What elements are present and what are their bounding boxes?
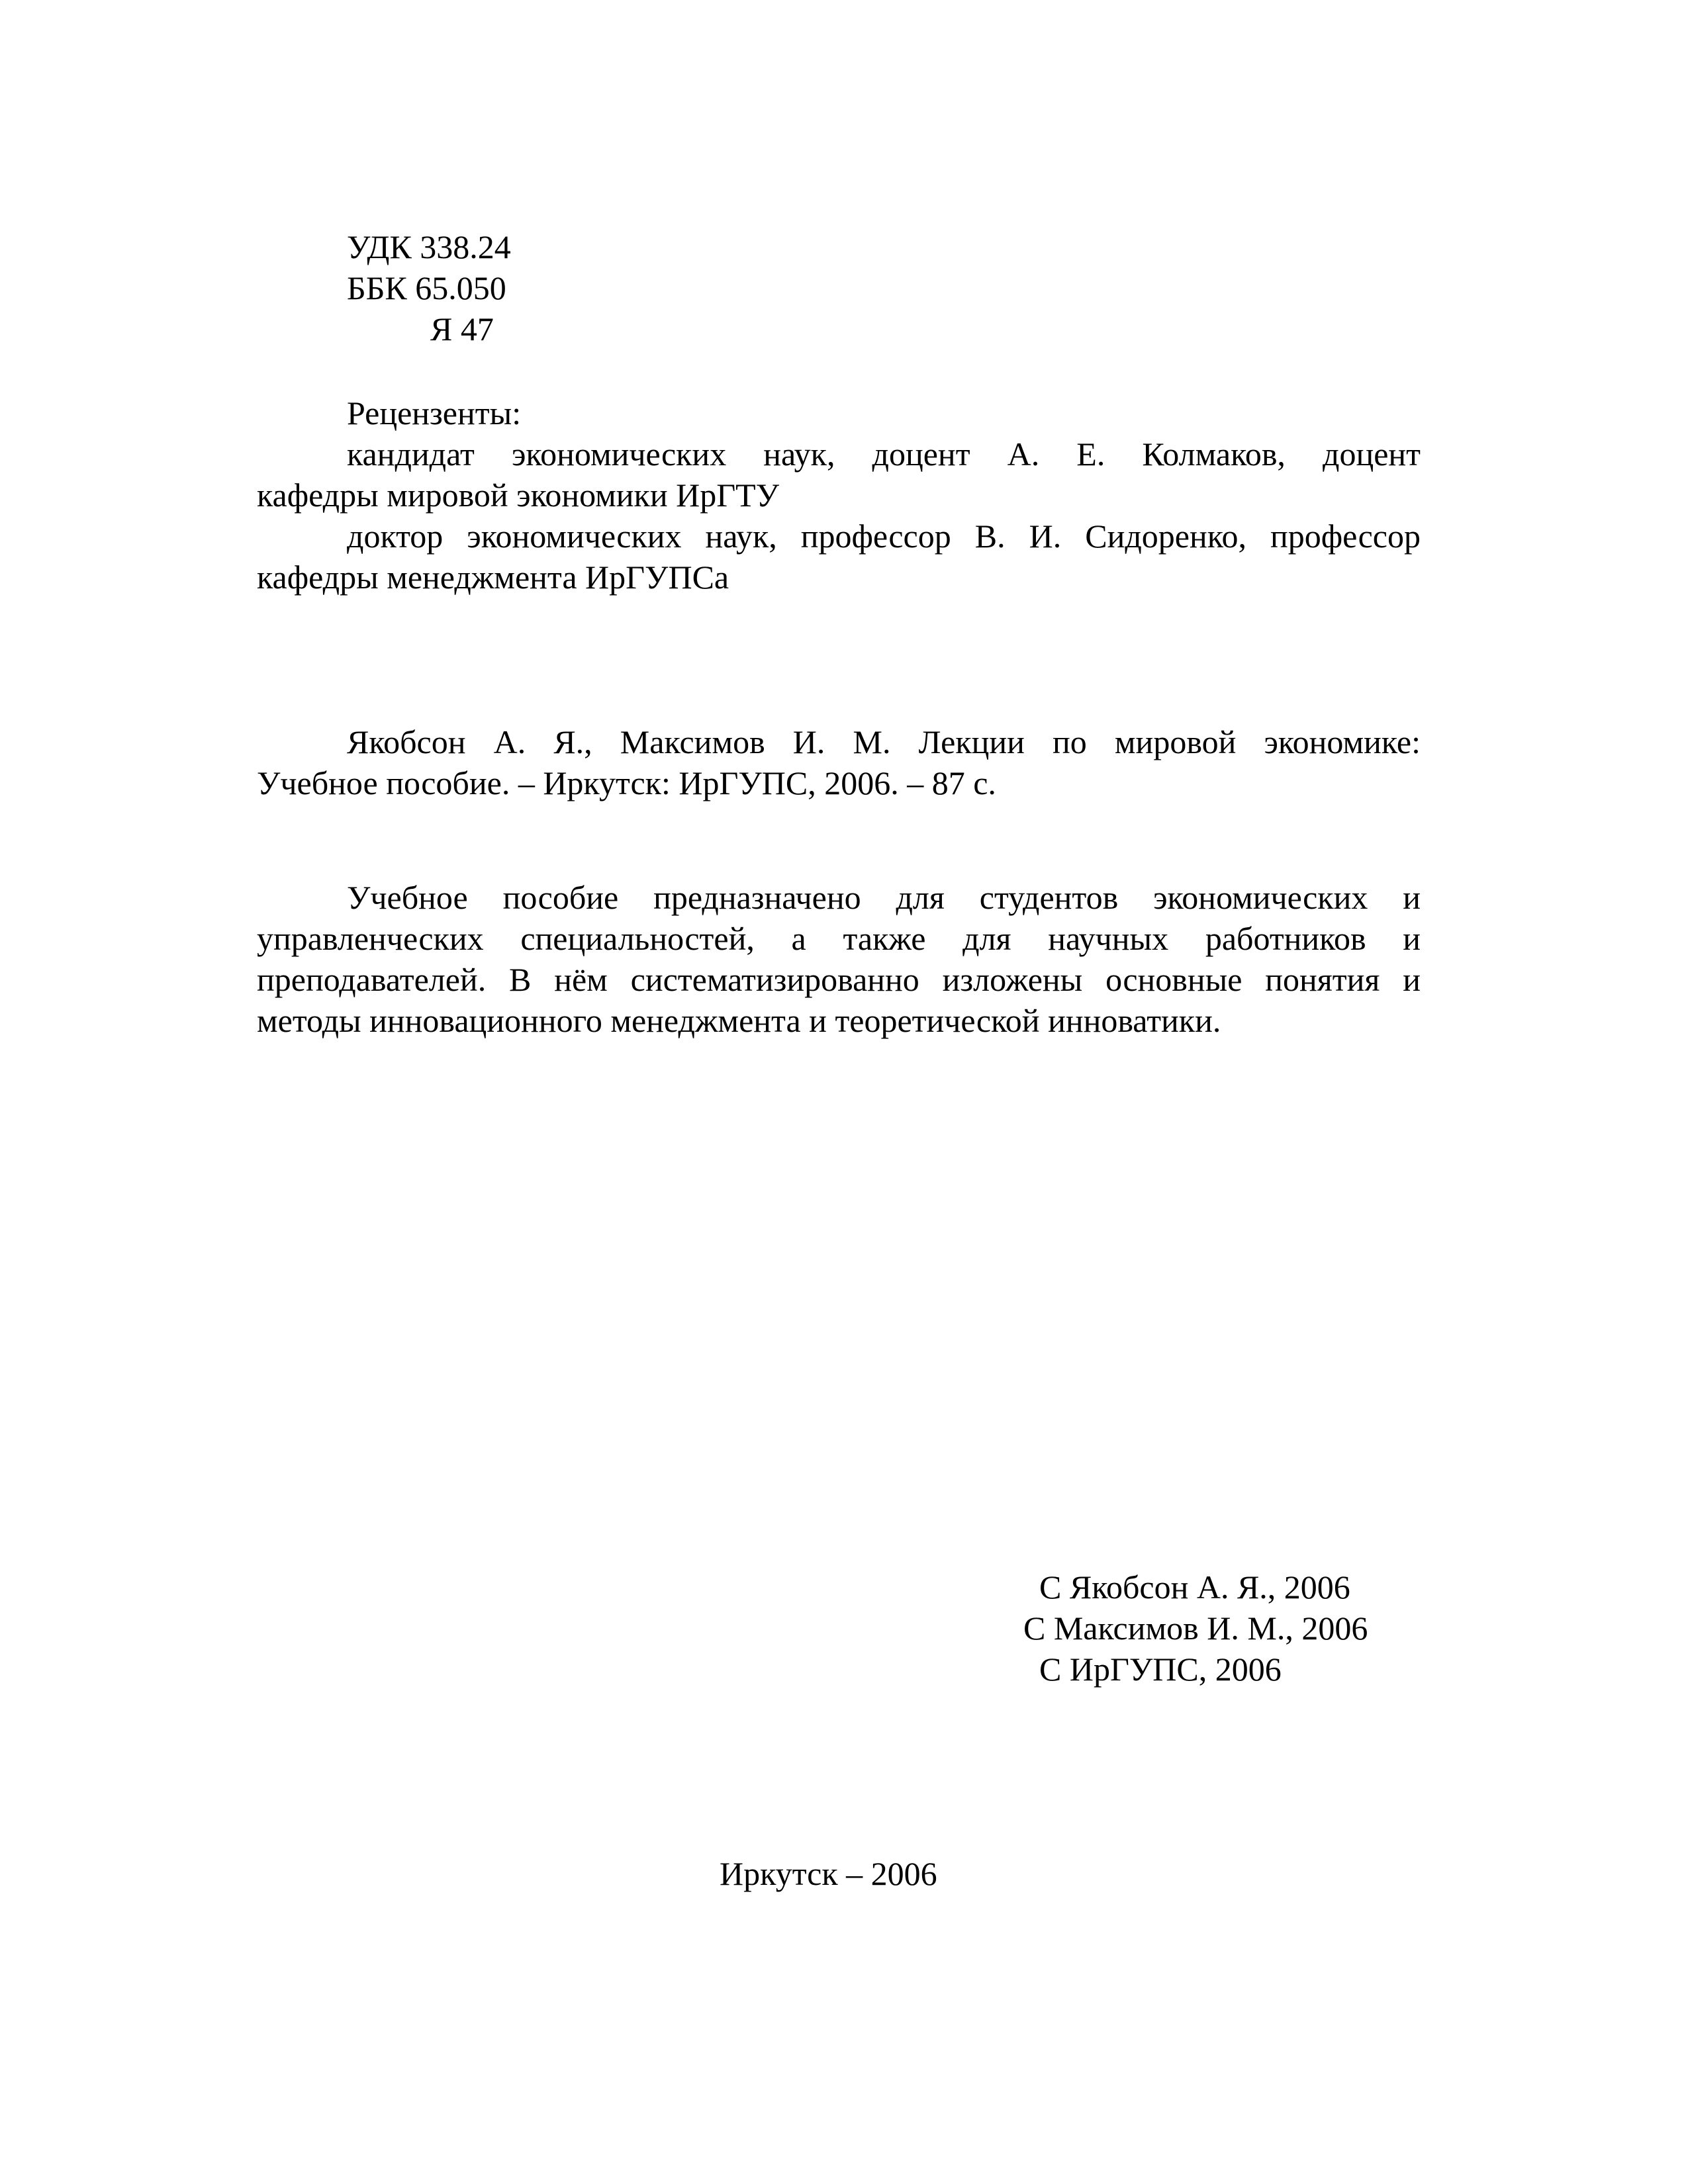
copyright-line-1: С Якобсон А. Я., 2006 <box>1039 1569 1350 1606</box>
reviewer-2-line-2: кафедры менеджмента ИрГУПСа <box>257 559 729 596</box>
annotation-line-2: управленческих специальностей, а также для научных работников и <box>257 920 1421 957</box>
reviewers-heading: Рецензенты: <box>347 394 522 432</box>
copyright-line-2: С Максимов И. М., 2006 <box>1023 1610 1368 1647</box>
bbk-code: ББК 65.050 <box>347 269 506 306</box>
reviewer-1-line-2: кафедры мировой экономики ИрГТУ <box>257 477 780 514</box>
copyright-line-3: С ИрГУПС, 2006 <box>1039 1651 1282 1688</box>
author-mark: Я 47 <box>430 310 494 347</box>
udk-code: УДК 338.24 <box>347 228 511 265</box>
annotation-line-3: преподавателей. В нём систематизированно изложены основные понятия и <box>257 961 1421 998</box>
reviewer-1-line-1: кандидат экономических наук, доцент А. Е. Колмаков, доцент <box>347 435 1421 473</box>
footer-place-year: Иркутск – 2006 <box>720 1855 937 1892</box>
annotation-line-1: Учебное пособие предназначено для студентов экономических и <box>347 879 1421 916</box>
reviewer-2-line-1: доктор экономических наук, профессор В. И. Сидоренко, профессор <box>347 518 1421 555</box>
citation-line-1: Якобсон А. Я., Максимов И. М. Лекции по мировой экономике: <box>347 723 1421 760</box>
citation-line-2: Учебное пособие. – Иркутск: ИрГУПС, 2006. – 87 с. <box>257 764 996 801</box>
annotation-line-4: методы инновационного менеджмента и теоретической инноватики. <box>257 1002 1221 1039</box>
